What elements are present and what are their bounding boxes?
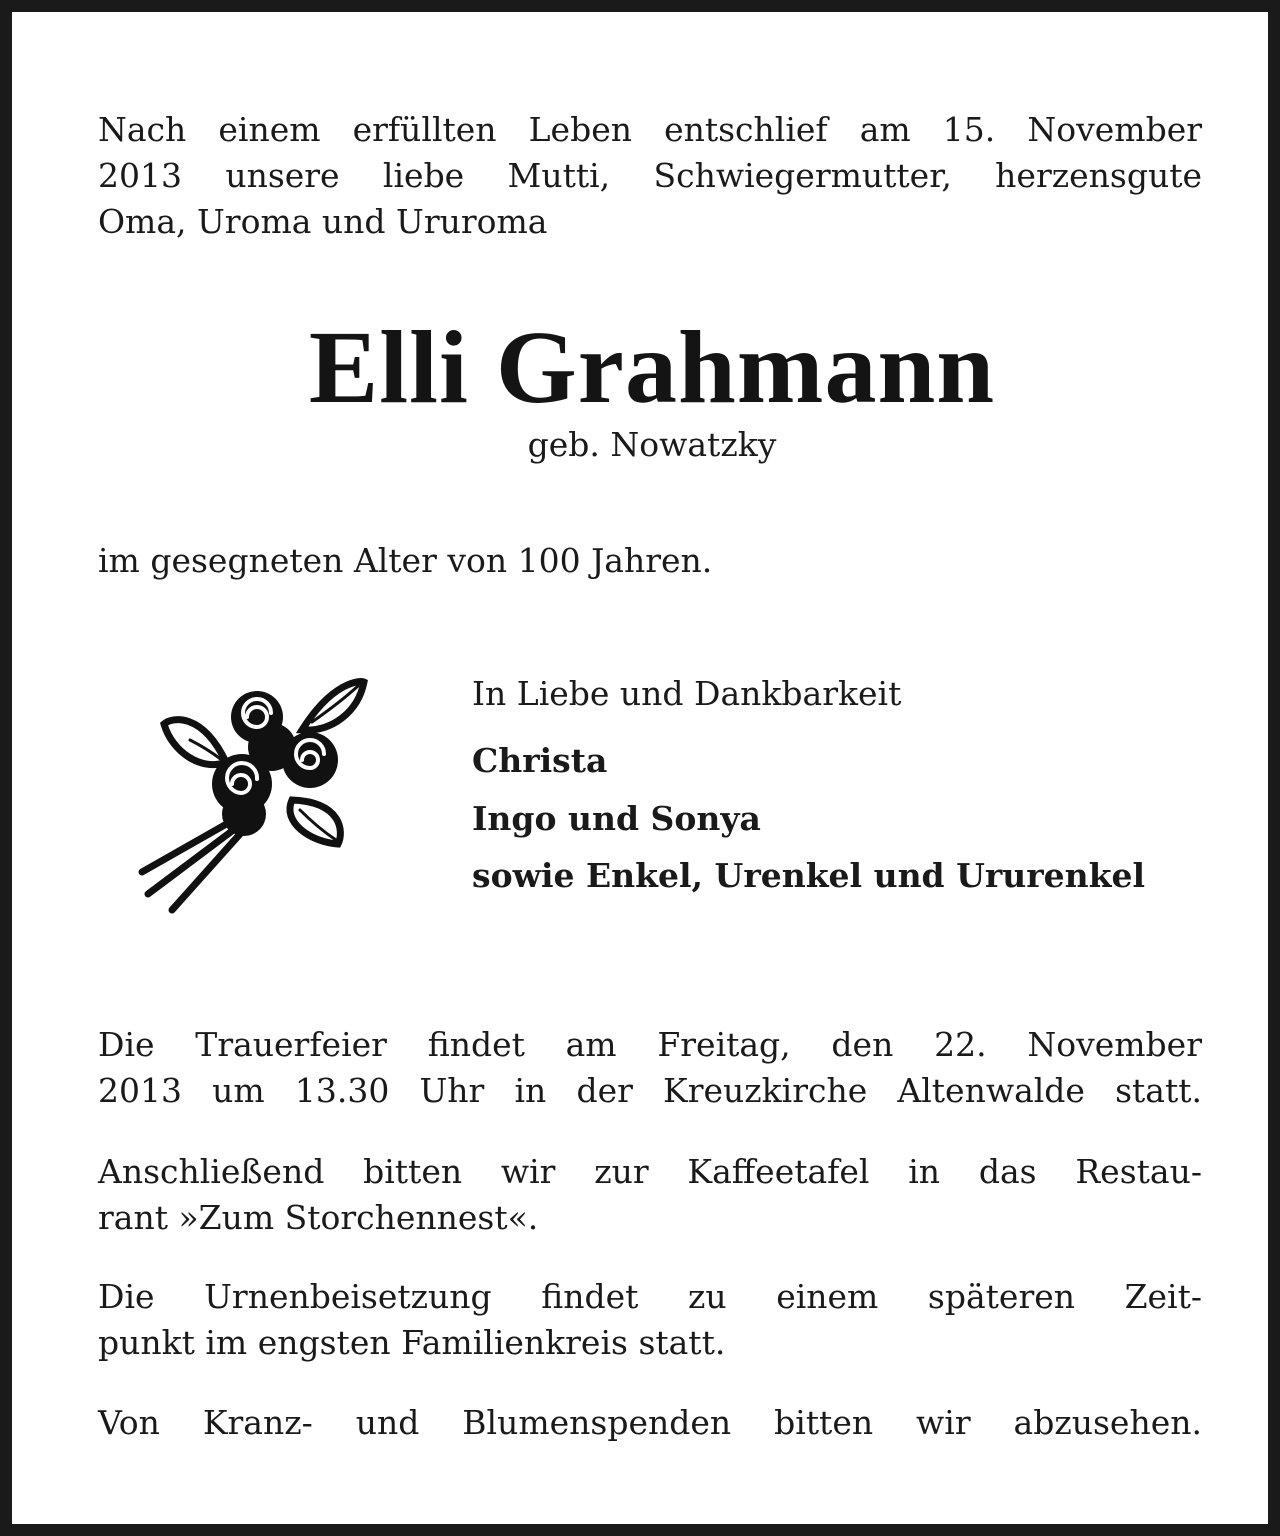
coffee-line: rant »Zum Storchennest«. [98,1198,539,1237]
intro-paragraph [98,107,1202,245]
signature-name: Ingo und Sonya [472,799,761,838]
rose-bouquet-icon [132,672,382,922]
age-text: im gesegneten Alter von 100 Jahren. [98,541,713,580]
intro-line: Oma, Uroma und Ururoma [98,202,548,241]
urn-line: Die Urnenbeisetzung findet zu einem späteren Zeit- [98,1277,1202,1316]
intro-line: Nach einem erfüllten Leben entschlief am 15. November [98,110,1202,149]
funeral-line: 2013 um 13.30 Uhr in der Kreuzkirche Altenwalde statt. [98,1071,1202,1110]
funeral-line: Die Trauerfeier findet am Freitag, den 22. November [98,1025,1202,1064]
funeral-paragraph [98,1022,1202,1114]
flowers-note-text: Von Kranz- und Blumenspenden bitten wir abzusehen. [98,1403,1202,1442]
flowers-note [98,1400,1202,1446]
signature-greeting: In Liebe und Dankbarkeit [472,674,902,713]
coffee-paragraph [98,1149,1202,1241]
age-line [98,538,1202,584]
urn-paragraph [98,1274,1202,1366]
signature-name: Christa [472,741,608,780]
urn-line: punkt im engsten Familienkreis statt. [98,1323,726,1362]
maiden-name: geb. Nowatzky [527,425,777,464]
coffee-line: Anschließend bitten wir zur Kaffeetafel in das Restau- [98,1152,1202,1191]
signature-name: sowie Enkel, Urenkel und Ururenkel [472,856,1146,895]
deceased-name: Elli Grahmann [308,310,996,425]
intro-line: 2013 unsere liebe Mutti, Schwiegermutter, herzensgute [98,156,1202,195]
